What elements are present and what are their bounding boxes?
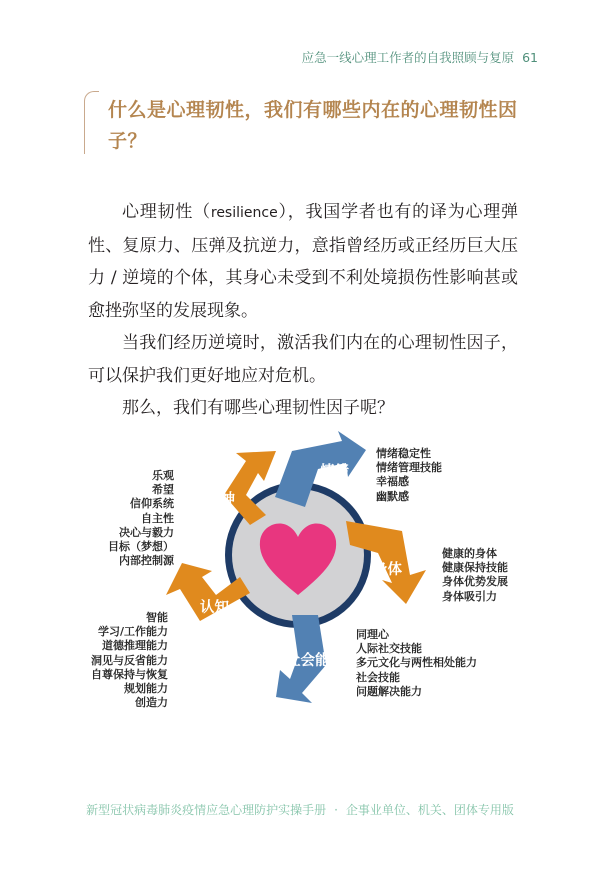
list-item: 健康保持技能 (442, 561, 508, 575)
paragraph-definition-body: ），我国学者也有的译为心理弹性、复原力、压弹及抗逆力，意指曾经历或正经历巨大压力 / 逆境的个体，其身心未受到不利处境损伤性影响甚或愈挫弥坚的发展现象。 (88, 202, 519, 321)
list-item: 决心与毅力 (119, 525, 174, 539)
list-item: 身体吸引力 (442, 589, 497, 603)
list-item: 学习/工作能力 (97, 625, 168, 639)
segment-spirit-label: 精神 (206, 492, 235, 508)
list-item: 同理心 (356, 628, 389, 641)
list-item: 人际社交技能 (356, 642, 422, 656)
list-item: 多元文化与两性相处能力 (356, 656, 477, 670)
page-number: 61 (522, 50, 538, 65)
list-item: 乐观 (152, 469, 174, 482)
footer-separator: · (334, 803, 338, 817)
list-item: 目标（梦想） (108, 540, 174, 554)
segment-social-label: 社会能力 (286, 653, 344, 669)
question-heading: 什么是心理韧性，我们有哪些内在的心理韧性因子？ (108, 99, 518, 152)
running-header-title: 应急一线心理工作者的自我照顾与复原 (301, 50, 515, 65)
paragraph-question: 那么，我们有哪些心理韧性因子呢？ (122, 398, 394, 418)
list-item: 幽默感 (376, 489, 409, 503)
emotion-factors-list (376, 447, 442, 504)
question-bracket (84, 91, 99, 154)
list-item: 希望 (152, 483, 174, 497)
segment-emotion-label: 情绪 (320, 464, 349, 480)
paragraph-definition-lead: 心理韧性（ (122, 202, 211, 222)
list-item: 洞见与反省能力 (91, 653, 168, 667)
list-item: 自尊保持与恢复 (91, 667, 168, 681)
list-item: 内部控制源 (119, 554, 174, 568)
body-text (88, 196, 518, 425)
paragraph-definition (88, 196, 518, 327)
list-item: 情绪管理技能 (376, 461, 442, 475)
list-item: 规划能力 (124, 682, 168, 696)
body-factors-list (442, 547, 508, 604)
spirit-factors-list (108, 469, 174, 568)
list-item: 智能 (146, 611, 168, 624)
term-resilience: resilience (210, 205, 278, 221)
paragraph-activation: 当我们经历逆境时，激活我们内在的心理韧性因子，可以保护我们更好地应对危机。 (88, 333, 518, 386)
cognition-factors-list (91, 611, 168, 710)
list-item: 信仰系统 (130, 497, 174, 511)
running-footer (0, 801, 600, 818)
footer-book-title: 新型冠状病毒肺炎疫情应急心理防护实操手册 (86, 803, 327, 817)
list-item: 道德推理能力 (102, 639, 168, 653)
list-item: 问题解决能力 (356, 684, 422, 698)
social-factors-list (356, 628, 477, 699)
list-item: 创造力 (135, 696, 168, 710)
resilience-factors-diagram (80, 425, 520, 725)
list-item: 情绪稳定性 (376, 447, 431, 460)
running-header (302, 48, 538, 66)
segment-body-label: 身体 (373, 562, 402, 578)
segment-cognition-label: 认知 (200, 600, 229, 616)
footer-edition: 企事业单位、机关、团体专用版 (345, 803, 514, 817)
list-item: 自主性 (141, 511, 174, 525)
list-item: 社会技能 (356, 670, 400, 684)
question-box (84, 91, 524, 157)
list-item: 身体优势发展 (442, 575, 508, 589)
list-item: 幸福感 (376, 475, 409, 489)
list-item: 健康的身体 (442, 547, 497, 560)
